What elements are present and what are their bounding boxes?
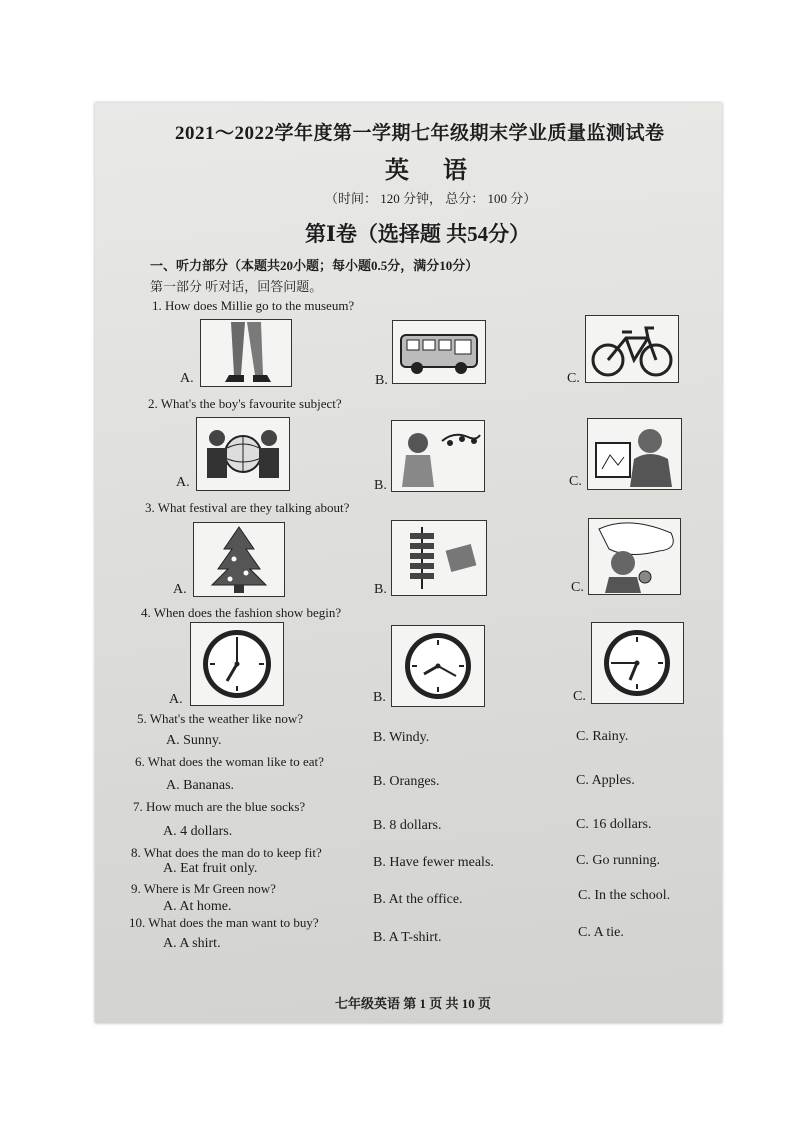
q4-option-b-label: B. xyxy=(373,690,386,705)
q3-option-a-label: A. xyxy=(173,582,187,597)
legs-walking-icon xyxy=(200,319,292,387)
page-footer: 七年级英语 第 1 页 共 10 页 xyxy=(335,996,492,1011)
girl-singing-music-icon xyxy=(391,420,485,492)
q3-option-c-label: C. xyxy=(571,580,584,595)
question-5: 5. What's the weather like now? xyxy=(137,711,303,726)
q3-option-b-label: B. xyxy=(374,582,387,597)
clock-8-20-icon xyxy=(391,625,485,707)
bus-icon xyxy=(392,320,486,384)
q1-option-c-label: C. xyxy=(567,371,580,386)
q6-option-b: B. Oranges. xyxy=(373,774,440,789)
exam-time-score: （时间： 120 分钟， 总分： 100 分） xyxy=(325,191,537,206)
globe-geography-icon xyxy=(196,417,290,491)
q4-option-a-label: A. xyxy=(169,692,183,707)
q1-option-a-label: A. xyxy=(180,371,194,386)
firecrackers-icon xyxy=(391,520,487,596)
q6-option-c: C. Apples. xyxy=(576,773,635,788)
q9-option-a: A. At home. xyxy=(163,899,232,914)
q7-option-c: C. 16 dollars. xyxy=(576,817,652,832)
clock-7-icon xyxy=(190,622,284,706)
q6-option-a: A. Bananas. xyxy=(166,778,235,793)
question-7: 7. How much are the blue socks? xyxy=(133,799,306,814)
q8-option-a: A. Eat fruit only. xyxy=(163,861,258,876)
q8-option-b: B. Have fewer meals. xyxy=(373,855,494,870)
question-4: 4. When does the fashion show begin? xyxy=(141,605,342,620)
q8-option-c: C. Go running. xyxy=(576,853,660,868)
boy-moon-mooncake-icon xyxy=(588,518,681,595)
q10-option-b: B. A T-shirt. xyxy=(373,930,442,945)
part-one-title: 第Ⅰ卷（选择题 共54分） xyxy=(305,222,531,246)
question-6: 6. What does the woman like to eat? xyxy=(135,754,324,769)
q2-option-b-label: B. xyxy=(374,478,387,493)
question-8: 8. What does the man do to keep fit? xyxy=(131,845,322,860)
question-9: 9. Where is Mr Green now? xyxy=(131,881,276,896)
subject-title: 英 语 xyxy=(385,158,481,184)
q2-option-c-label: C. xyxy=(569,474,582,489)
q10-option-c: C. A tie. xyxy=(578,925,624,940)
question-1: 1. How does Millie go to the museum? xyxy=(152,298,355,313)
q7-option-b: B. 8 dollars. xyxy=(373,818,442,833)
question-10: 10. What does the man want to buy? xyxy=(129,915,319,930)
q9-option-b: B. At the office. xyxy=(373,892,463,907)
listening-subsection-heading: 第一部分 听对话，回答问题。 xyxy=(150,279,323,294)
q4-option-c-label: C. xyxy=(573,689,586,704)
q2-option-a-label: A. xyxy=(176,475,190,490)
bicycle-icon xyxy=(585,315,679,383)
question-3: 3. What festival are they talking about? xyxy=(145,500,350,515)
christmas-tree-icon xyxy=(193,522,285,597)
clock-7-45-icon xyxy=(591,622,684,704)
q5-option-a: A. Sunny. xyxy=(166,733,222,748)
listening-section-heading: 一、听力部分（本题共20小题；每小题0.5分，满分10分） xyxy=(150,258,479,273)
exam-title: 2021～2022学年度第一学期七年级期末学业质量监测试卷 xyxy=(175,123,665,144)
q7-option-a: A. 4 dollars. xyxy=(163,824,233,839)
q5-option-c: C. Rainy. xyxy=(576,729,629,744)
girl-painting-art-icon xyxy=(587,418,682,490)
q10-option-a: A. A shirt. xyxy=(163,936,221,951)
question-2: 2. What's the boy's favourite subject? xyxy=(148,396,342,411)
q5-option-b: B. Windy. xyxy=(373,730,430,745)
q1-option-b-label: B. xyxy=(375,373,388,388)
q9-option-c: C. In the school. xyxy=(578,888,671,903)
